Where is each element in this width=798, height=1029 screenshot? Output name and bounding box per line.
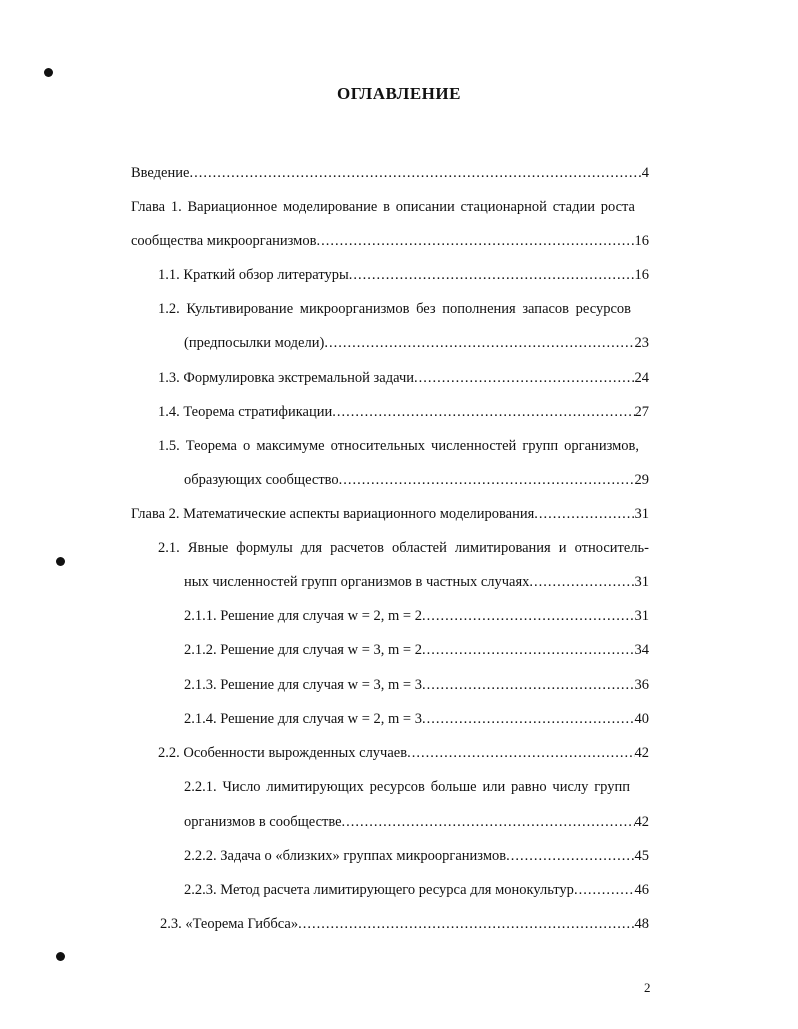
toc-entry [184, 710, 649, 728]
page-number: 2 [644, 980, 651, 995]
toc-entry-page: 27 [634, 404, 649, 420]
toc-entry-page: 36 [634, 677, 649, 693]
toc-entry-page: 45 [634, 848, 649, 864]
toc-entry-text: 2.1.2. Решение для случая w = 3, m = 2 [184, 642, 422, 658]
toc-entry-text: организмов в сообществе [184, 814, 342, 830]
toc-entry-text: 2.1.4. Решение для случая w = 2, m = 3 [184, 711, 422, 727]
toc-entry-text: ных численностей групп организмов в частных случаях [184, 574, 530, 590]
toc-entry-page: 4 [641, 165, 649, 181]
toc-entry-text: 1.3. Формулировка экстремальной задачи [158, 370, 415, 386]
toc-entry [184, 607, 649, 625]
toc-entry-page: 16 [634, 233, 649, 249]
toc-entry: Глава 1. Вариационное моделирование в описании стационарной стадии роста [131, 199, 635, 215]
toc-entry: 2.2.1. Число лимитирующих ресурсов больше или равно числу групп [184, 779, 630, 795]
toc-entry [184, 334, 649, 352]
toc-entry-page: 24 [634, 370, 649, 386]
toc-entry-page: 31 [634, 506, 649, 522]
toc-entry [131, 232, 649, 250]
toc-entry [184, 676, 649, 694]
toc-entry-text: 2.1.3. Решение для случая w = 3, m = 3 [184, 677, 422, 693]
toc-entry-text: 2.2.3. Метод расчета лимитирующего ресурса для монокультур [184, 882, 574, 898]
toc-entry-page: 34 [634, 642, 649, 658]
toc-entry-text: Глава 2. Математические аспекты вариационного моделирования [131, 506, 535, 522]
toc-entry-page: 31 [634, 608, 649, 624]
toc-entry: 2.1. Явные формулы для расчетов областей лимитирования и относитель- [158, 540, 649, 556]
toc-entry [158, 266, 649, 284]
toc-entry-page: 40 [634, 711, 649, 727]
toc-entry [158, 369, 649, 387]
toc-entry [160, 915, 649, 933]
toc-entry: 1.5. Теорема о максимуме относительных численностей групп организмов, [158, 438, 639, 454]
toc-entry-text: 1.4. Теорема стратификации [158, 404, 333, 420]
toc-entry [184, 641, 649, 659]
binder-hole-middle [56, 557, 65, 566]
toc-entry: 1.2. Культивирование микроорганизмов без пополнения запасов ресурсов [158, 301, 631, 317]
toc-entry [184, 813, 649, 831]
toc-entry-text: 1.1. Краткий обзор литературы [158, 267, 349, 283]
toc-entry-text: образующих сообщество [184, 472, 339, 488]
toc-entry-text: 2.3. «Теорема Гиббса» [160, 916, 299, 932]
toc-entry-text: 2.2. Особенности вырожденных случаев [158, 745, 408, 761]
toc-entry-text: сообщества микроорганизмов [131, 233, 317, 249]
toc-entry [184, 881, 649, 899]
toc-entry-page: 16 [634, 267, 649, 283]
toc-entry [158, 403, 649, 421]
toc-entry-page: 42 [634, 814, 649, 830]
toc-entry-page: 42 [634, 745, 649, 761]
toc-entry [184, 573, 649, 591]
toc-entry [184, 847, 649, 865]
toc-entry-text: Введение [131, 165, 190, 181]
toc-entry-text: 2.1.1. Решение для случая w = 2, m = 2 [184, 608, 422, 624]
page-title: ОГЛАВЛЕНИЕ [337, 84, 461, 103]
toc-entry [158, 744, 649, 762]
toc-entry-page: 29 [634, 472, 649, 488]
toc-entry [131, 505, 649, 523]
toc-entry [131, 164, 649, 182]
toc-entry-page: 46 [634, 882, 649, 898]
toc-entry-page: 48 [634, 916, 649, 932]
binder-hole-top [44, 68, 53, 77]
toc-entry-page: 23 [634, 335, 649, 351]
toc-entry-page: 31 [634, 574, 649, 590]
binder-hole-bottom [56, 952, 65, 961]
toc-entry-text: 2.2.2. Задача о «близких» группах микроорганизмов [184, 848, 507, 864]
toc-entry [184, 471, 649, 489]
toc-entry-text: (предпосылки модели) [184, 335, 325, 351]
